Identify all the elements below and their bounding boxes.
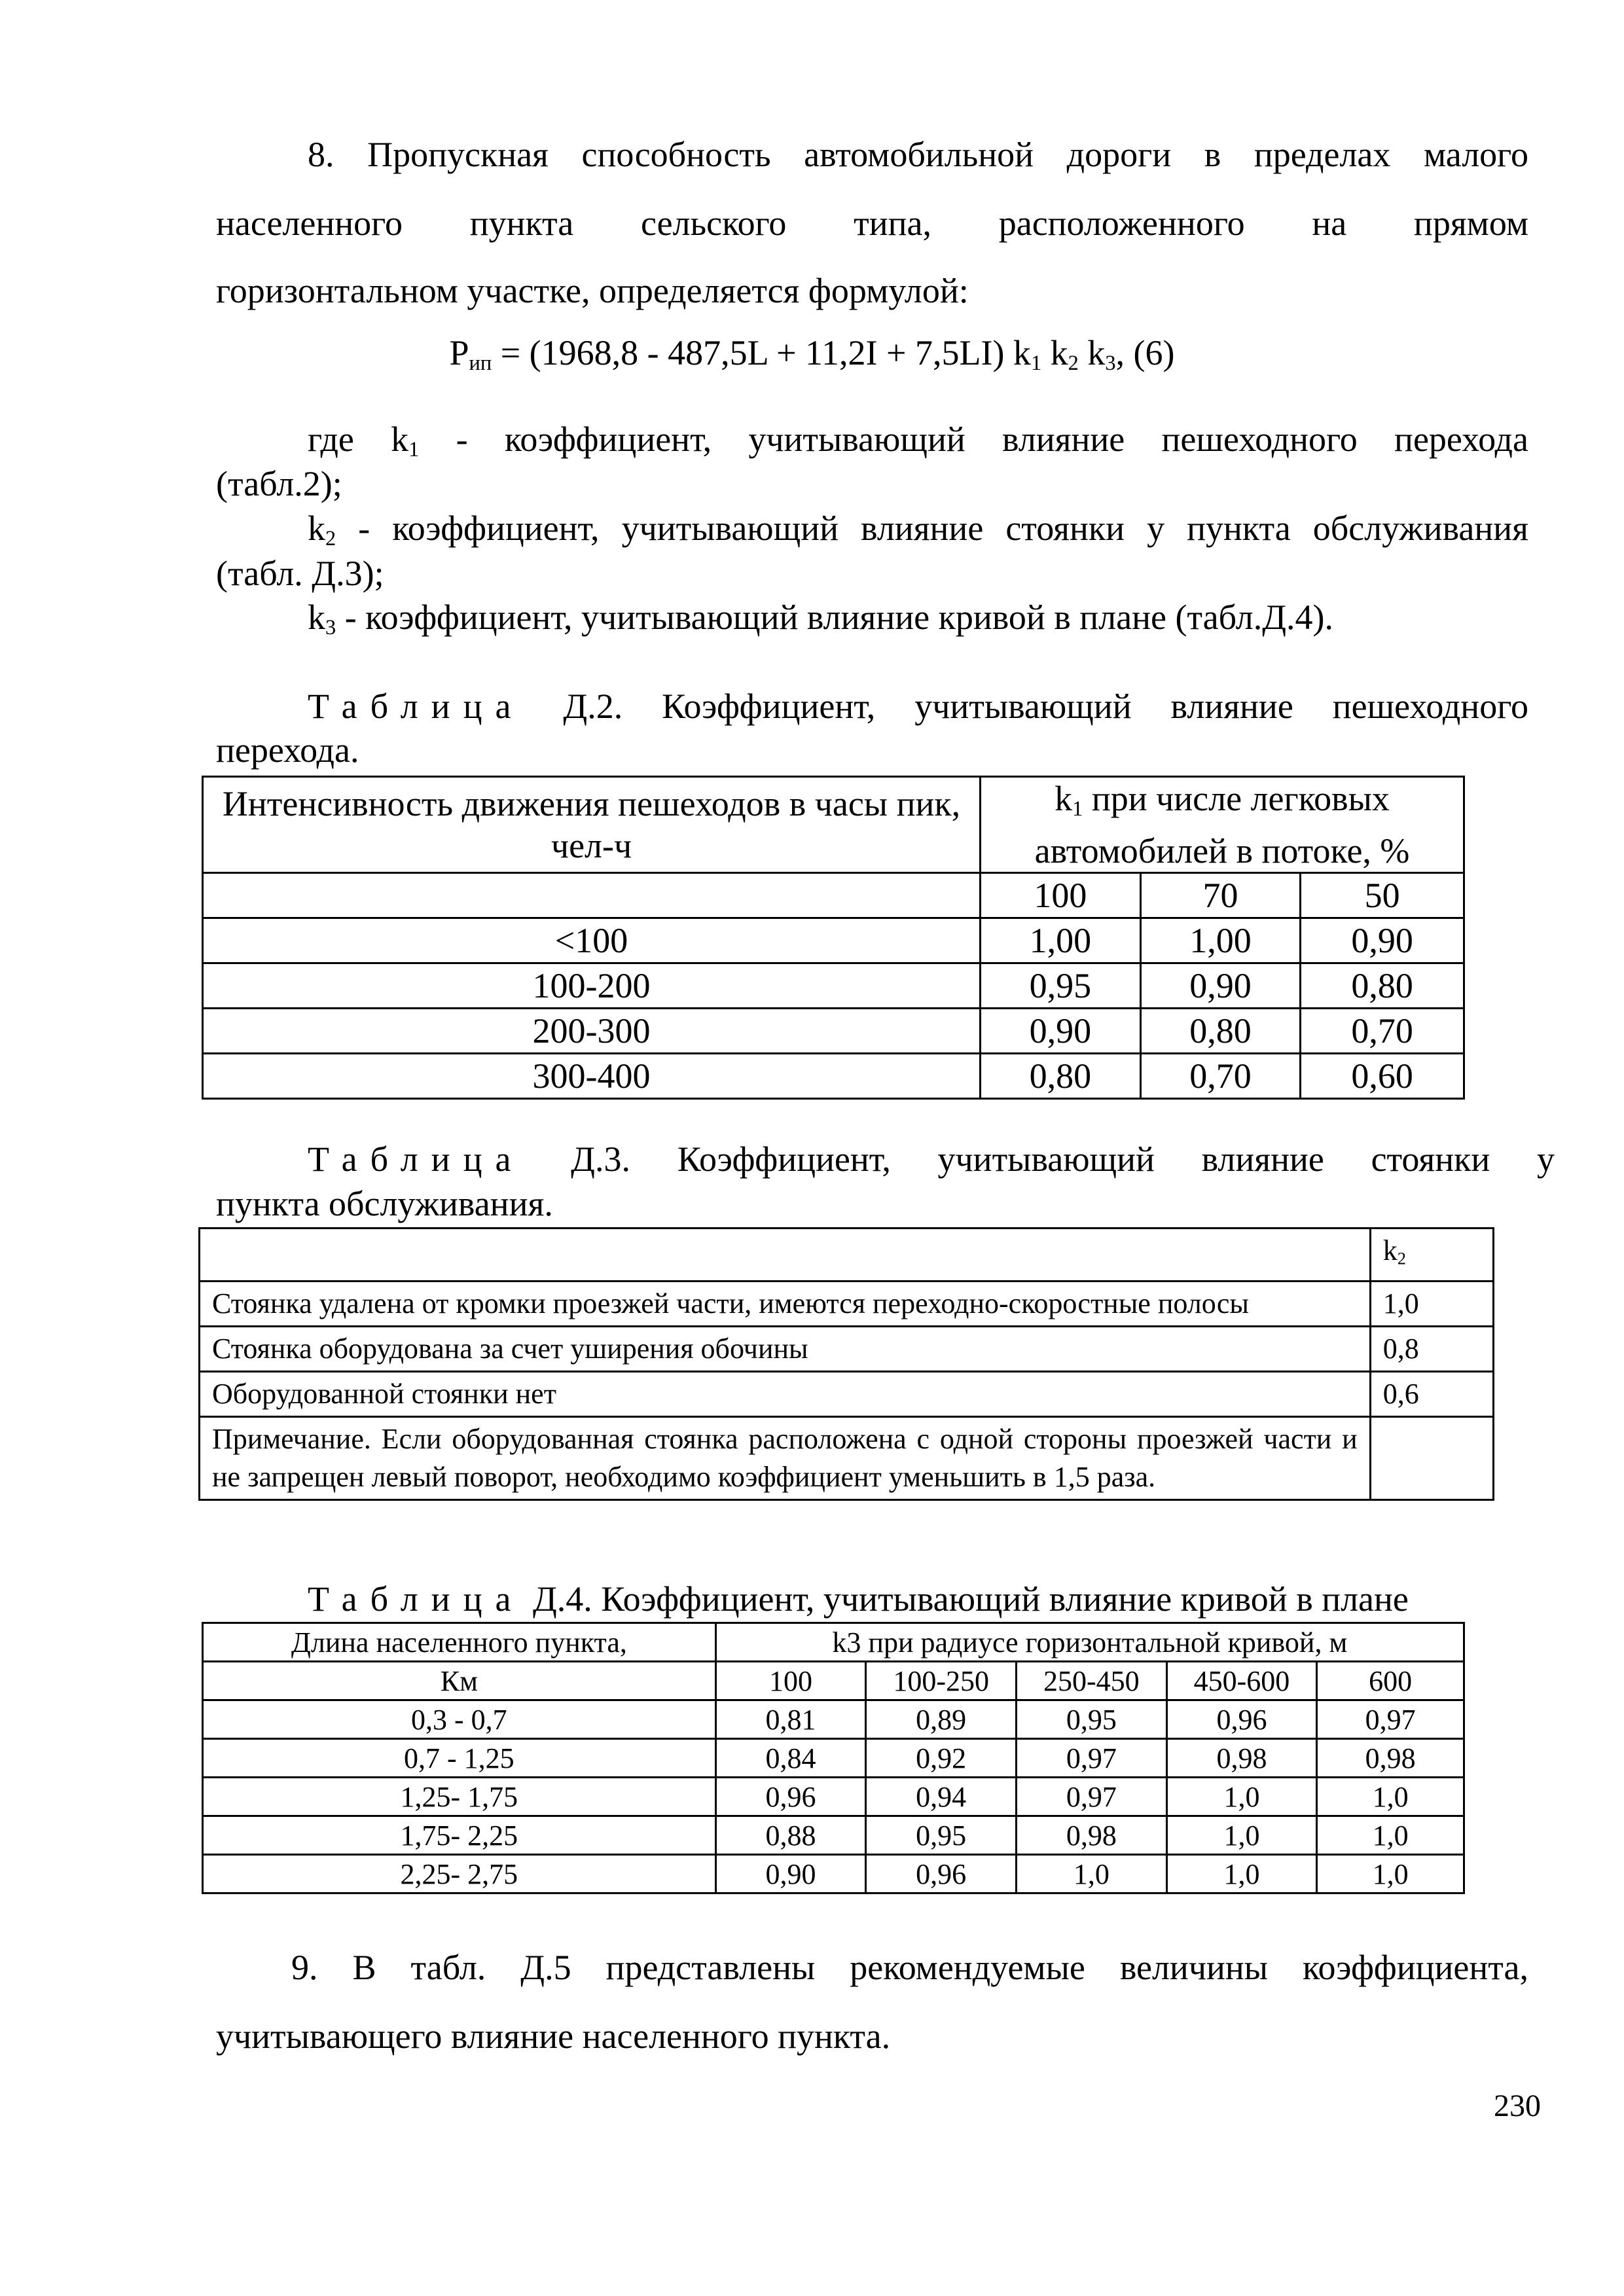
table-row bbox=[203, 1739, 1464, 1778]
table-d2 bbox=[202, 776, 1465, 1100]
cell: 1,0 bbox=[1317, 1778, 1464, 1816]
cell: 1,0 bbox=[1166, 1778, 1317, 1816]
cell: 0,95 bbox=[1017, 1700, 1167, 1739]
row-label: 1,75- 2,25 bbox=[203, 1816, 716, 1855]
cell: 0,90 bbox=[1301, 918, 1464, 963]
table-d4 bbox=[202, 1622, 1465, 1894]
cell: 1,0 bbox=[1017, 1855, 1167, 1893]
table4-col: 100 bbox=[715, 1662, 866, 1700]
formula-6: $P_{ип} = (1968,8 - 487,5L + 11,2I + 7,5LI)$ $k_1$ $k_2$ $k_3$, (6) bbox=[449, 333, 1175, 376]
cell: 0,90 bbox=[981, 1009, 1141, 1054]
table2-empty-cell bbox=[203, 873, 981, 918]
cell: 0,98 bbox=[1017, 1816, 1167, 1855]
row-label: Стоянка удалена от кромки проезжей части, имеются переходно-скоростные полосы bbox=[200, 1281, 1371, 1326]
item9-line1: 9. В табл. Д.5 представлены рекомендуемые величины коэффициента, bbox=[291, 1948, 1528, 1987]
cell: 0,94 bbox=[866, 1778, 1017, 1816]
table-row bbox=[203, 1700, 1464, 1739]
cell: 0,80 bbox=[1140, 1009, 1301, 1054]
cell: 0,90 bbox=[715, 1855, 866, 1893]
row-label: <100 bbox=[203, 918, 981, 963]
def-k2: $k_2$ - коэффициент, учитывающий влияние стоянки у пункта обслуживания bbox=[308, 509, 1528, 551]
row-label: 200-300 bbox=[203, 1009, 981, 1054]
cell: 0,95 bbox=[866, 1816, 1017, 1855]
cell: 0,6 bbox=[1370, 1371, 1493, 1416]
table-row bbox=[203, 1009, 1464, 1054]
cell: 0,95 bbox=[981, 963, 1141, 1009]
cell: 0,96 bbox=[715, 1778, 866, 1816]
table-row bbox=[203, 1855, 1464, 1893]
table3-header-k2: $k_2$ bbox=[1370, 1229, 1493, 1282]
cell: 1,00 bbox=[981, 918, 1141, 963]
table3-caption-line2: пункта обслуживания. bbox=[216, 1184, 553, 1223]
cell bbox=[1370, 1416, 1493, 1499]
row-label: 0,3 - 0,7 bbox=[203, 1700, 716, 1739]
item9-line2: учитывающего влияние населенного пункта. bbox=[216, 2017, 891, 2056]
cell: 0,89 bbox=[866, 1700, 1017, 1739]
table2-header-left: Интенсивность движения пешеходов в часы пик, чел-ч bbox=[203, 777, 981, 873]
def-k3: $k_3$ - коэффициент, учитывающий влияние кривой в плане (табл.Д.4). bbox=[308, 598, 1334, 640]
row-label: 100-200 bbox=[203, 963, 981, 1009]
cell: 1,0 bbox=[1166, 1816, 1317, 1855]
table4-header-left: Длина населенного пункта, bbox=[203, 1623, 716, 1662]
table4-col: 600 bbox=[1317, 1662, 1464, 1700]
table4-caption: Таблица Д.4. Коэффициент, учитывающий влияние кривой в плане bbox=[308, 1579, 1409, 1619]
cell: 1,0 bbox=[1317, 1855, 1464, 1893]
table-row bbox=[200, 1371, 1494, 1416]
cell: 0,80 bbox=[981, 1054, 1141, 1099]
row-label: 2,25- 2,75 bbox=[203, 1855, 716, 1893]
table-row bbox=[203, 918, 1464, 963]
table2-col-70: 70 bbox=[1140, 873, 1301, 918]
cell: 0,88 bbox=[715, 1816, 866, 1855]
table4-col: 250-450 bbox=[1017, 1662, 1167, 1700]
item8-line1: 8. Пропускная способность автомобильной дороги в пределах малого bbox=[308, 135, 1528, 174]
cell: 0,81 bbox=[715, 1700, 866, 1739]
cell: 1,0 bbox=[1317, 1816, 1464, 1855]
cell: 1,00 bbox=[1140, 918, 1301, 963]
table2-col-100: 100 bbox=[981, 873, 1141, 918]
table2-caption: Таблица Д.2. Коэффициент, учитывающий влияние пешеходного bbox=[308, 687, 1528, 726]
cell: 0,98 bbox=[1317, 1739, 1464, 1778]
table-d3 bbox=[198, 1227, 1494, 1501]
table-row bbox=[203, 1778, 1464, 1816]
table3-empty-header bbox=[200, 1229, 1371, 1282]
table-row bbox=[203, 1816, 1464, 1855]
table-row bbox=[200, 1326, 1494, 1371]
table-row bbox=[203, 963, 1464, 1009]
cell: 1,0 bbox=[1370, 1281, 1493, 1326]
cell: 1,0 bbox=[1166, 1855, 1317, 1893]
row-label: Стоянка оборудована за счет уширения обочины bbox=[200, 1326, 1371, 1371]
table4-col: 450-600 bbox=[1166, 1662, 1317, 1700]
def-k1: где $k_1$ - коэффициент, учитывающий влияние пешеходного перехода bbox=[308, 420, 1528, 462]
cell: 0,90 bbox=[1140, 963, 1301, 1009]
table-row bbox=[203, 1054, 1464, 1099]
cell: 0,60 bbox=[1301, 1054, 1464, 1099]
cell: 0,70 bbox=[1140, 1054, 1301, 1099]
cell: 0,8 bbox=[1370, 1326, 1493, 1371]
table4-header-right: k3 при радиусе горизонтальной кривой, м bbox=[715, 1623, 1464, 1662]
page-number: 230 bbox=[1494, 2089, 1541, 2123]
cell: 0,70 bbox=[1301, 1009, 1464, 1054]
cell: 0,98 bbox=[1166, 1739, 1317, 1778]
def-k1-ref: (табл.2); bbox=[216, 464, 342, 503]
cell: 0,96 bbox=[866, 1855, 1017, 1893]
table2-col-50: 50 bbox=[1301, 873, 1464, 918]
row-label: 0,7 - 1,25 bbox=[203, 1739, 716, 1778]
table3-caption: Таблица Д.3. Коэффициент, учитывающий влияние стоянки у bbox=[308, 1139, 1555, 1179]
cell: 0,92 bbox=[866, 1739, 1017, 1778]
table-row bbox=[200, 1281, 1494, 1326]
table2-header-right: $k_1$ при числе легковых автомобилей в потоке, % bbox=[981, 777, 1464, 873]
table-row bbox=[200, 1416, 1494, 1499]
cell: 0,84 bbox=[715, 1739, 866, 1778]
row-label: Оборудованной стоянки нет bbox=[200, 1371, 1371, 1416]
cell: 0,97 bbox=[1017, 1778, 1167, 1816]
cell: 0,97 bbox=[1317, 1700, 1464, 1739]
cell: 0,80 bbox=[1301, 963, 1464, 1009]
cell: 0,96 bbox=[1166, 1700, 1317, 1739]
cell: 0,97 bbox=[1017, 1739, 1167, 1778]
item8-line3: горизонтальном участке, определяется формулой: bbox=[216, 271, 969, 310]
item8-line2: населенного пункта сельского типа, расположенного на прямом bbox=[216, 204, 1528, 243]
table2-caption-line2: перехода. bbox=[216, 730, 359, 770]
row-label: 300-400 bbox=[203, 1054, 981, 1099]
table4-header-unit: Км bbox=[203, 1662, 716, 1700]
def-k2-ref: (табл. Д.3); bbox=[216, 554, 384, 593]
table3-note: Примечание. Если оборудованная стоянка расположена с одной стороны проезжей части и не запрещен левый поворот, необходимо коэффициент уменьшить в 1,5 раза. bbox=[200, 1416, 1371, 1499]
row-label: 1,25- 1,75 bbox=[203, 1778, 716, 1816]
table4-col: 100-250 bbox=[866, 1662, 1017, 1700]
